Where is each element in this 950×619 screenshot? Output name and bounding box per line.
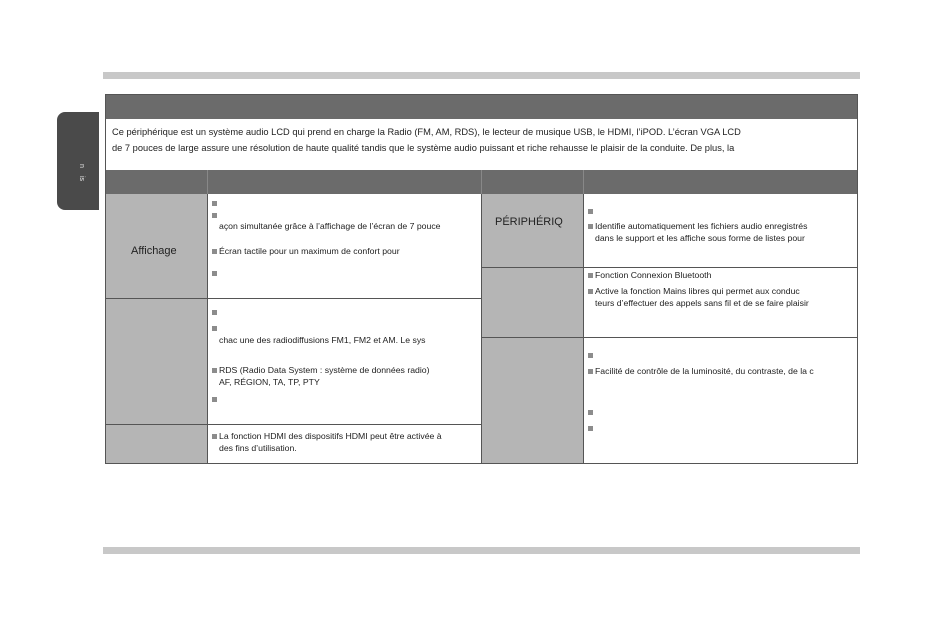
bullet-icon <box>588 426 593 431</box>
list-item: Écran tactile pour un maximum de confort pour <box>212 245 400 258</box>
intro-line: de 7 pouces de large assure une résolution de haute qualité tandis que le système audio puissant et riche rehausse le plaisir de la conduite. De plus, la <box>112 143 735 153</box>
column-divider <box>583 194 584 463</box>
bullet-icon <box>212 434 217 439</box>
bullet-icon <box>588 273 593 278</box>
list-item: Active la fonction Mains libres qui permet aux conduc <box>588 285 800 298</box>
list-item <box>588 406 595 419</box>
bullet-icon <box>212 368 217 373</box>
header-divider <box>481 170 482 194</box>
list-item: teurs d’effectuer des appels sans fil et de se faire plaisir <box>595 298 809 308</box>
title-bar <box>106 95 857 119</box>
list-item: dans le support et les affiche sous forme de listes pour <box>595 233 805 243</box>
list-item <box>212 267 219 280</box>
intro-line: Ce périphérique est un système audio LCD qui prend en charge la Radio (FM, AM, RDS), le lecteur de musique USB, le HDMI, l’iPOD. L’écran VGA LCD <box>112 127 741 137</box>
category-hdmi <box>106 424 207 463</box>
row-divider <box>207 298 481 299</box>
feature-table <box>105 94 858 464</box>
category-peripherique <box>481 194 583 267</box>
side-tab-letter: n <box>78 164 85 168</box>
list-item <box>212 209 219 222</box>
column-divider <box>481 194 482 463</box>
bottom-rule <box>103 547 860 554</box>
bullet-icon <box>212 326 217 331</box>
list-item: chac une des radiodiffusions FM1, FM2 et AM. Le sys <box>219 335 426 345</box>
row-divider <box>207 424 481 425</box>
category-affichage <box>106 194 207 298</box>
category-autres <box>481 337 583 463</box>
row-divider <box>583 267 857 268</box>
bullet-icon <box>212 201 217 206</box>
bullet-icon <box>212 271 217 276</box>
list-item: Identifie automatiquement les fichiers audio enregistrés <box>588 220 807 233</box>
side-tab-letter: is <box>78 176 85 182</box>
bullet-icon <box>588 353 593 358</box>
list-item: açon simultanée grâce à l’affichage de l’écran de 7 pouce <box>219 221 441 231</box>
bullet-icon <box>212 249 217 254</box>
bullet-icon <box>588 289 593 294</box>
list-item <box>212 322 219 335</box>
list-item: Fonction Connexion Bluetooth <box>588 269 711 282</box>
list-item <box>588 205 595 218</box>
list-item: AF, RÉGION, TA, TP, PTY <box>219 377 320 387</box>
intro-paragraph <box>112 124 852 156</box>
list-item <box>588 349 595 362</box>
category-radio <box>106 298 207 424</box>
row-divider <box>583 337 857 338</box>
column-divider <box>207 194 208 463</box>
bullet-icon <box>212 397 217 402</box>
list-item: RDS (Radio Data System : système de données radio) <box>212 364 430 377</box>
list-item <box>212 393 219 406</box>
header-divider <box>207 170 208 194</box>
top-rule <box>103 72 860 79</box>
bullet-icon <box>588 224 593 229</box>
list-item <box>588 422 595 435</box>
list-item: Facilité de contrôle de la luminosité, du contraste, de la c <box>588 365 814 378</box>
bullet-icon <box>588 410 593 415</box>
list-item <box>212 306 219 319</box>
list-item: La fonction HDMI des dispositifs HDMI peut être activée à <box>212 430 442 443</box>
bullet-icon <box>588 209 593 214</box>
category-label: PÉRIPHÉRIQ <box>495 216 563 228</box>
header-divider <box>583 170 584 194</box>
category-bluetooth <box>481 267 583 337</box>
bullet-icon <box>212 310 217 315</box>
bullet-icon <box>212 213 217 218</box>
list-item: des fins d’utilisation. <box>219 443 297 453</box>
category-label: Affichage <box>131 245 177 257</box>
bullet-icon <box>588 369 593 374</box>
side-language-tab <box>57 112 99 210</box>
